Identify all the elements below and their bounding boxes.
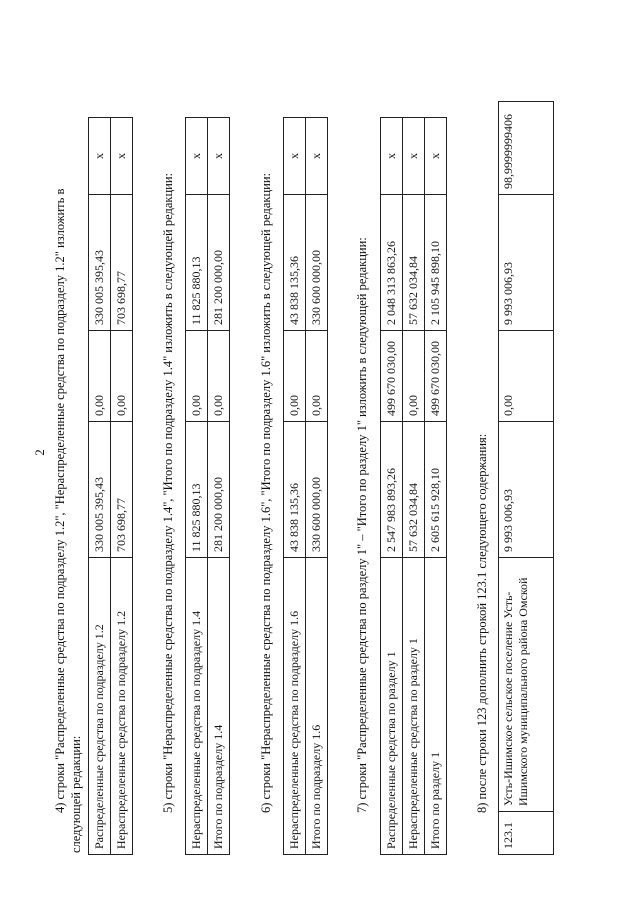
value-cell: 0,00 <box>89 331 111 422</box>
value-cell: x <box>425 118 447 195</box>
value-cell: 43 838 135,36 <box>284 195 306 331</box>
value-cell: 0,00 <box>403 331 425 422</box>
table-row <box>306 118 328 855</box>
value-cell: 0,00 <box>111 331 133 422</box>
item7-table <box>380 117 447 855</box>
item5-table <box>185 117 230 855</box>
value-cell: 330 600 000,00 <box>306 195 328 331</box>
row-name: Распределенные средства по подразделу 1.2 <box>89 558 111 855</box>
value-cell: 2 105 945 898,10 <box>425 195 447 331</box>
value-cell: 2 605 615 928,10 <box>425 422 447 558</box>
value-cell: 0,00 <box>284 331 306 422</box>
value-cell: 0,00 <box>499 331 554 422</box>
value-cell: 2 048 313 863,26 <box>381 195 403 331</box>
value-cell: x <box>381 118 403 195</box>
value-cell: 499 670 030,00 <box>425 331 447 422</box>
value-cell: 330 600 000,00 <box>306 422 328 558</box>
item4-intro-line1: 4) строки "Распределенные средства по подразделу 1.2", "Нераспределенные средства по подразделу 1.2" изложить в <box>53 188 67 813</box>
value-cell: 57 632 034,84 <box>403 195 425 331</box>
value-cell: 9 993 006,93 <box>499 195 554 331</box>
value-cell: x <box>186 118 208 195</box>
item6-intro: 6) строки "Нераспределенные средства по подразделу 1.6", "Итого по подразделу 1.6" изложить в следующей редакции: <box>259 172 273 813</box>
value-cell: 0,00 <box>186 331 208 422</box>
value-cell: x <box>89 118 111 195</box>
table-row <box>403 118 425 855</box>
table-row <box>89 118 111 855</box>
value-cell: 281 200 000,00 <box>208 195 230 331</box>
item4-intro-line2: следующей редакции: <box>69 735 83 853</box>
row-name: Нераспределенные средства по разделу 1 <box>403 558 425 855</box>
row-name: Итого по разделу 1 <box>425 558 447 855</box>
table-row <box>186 118 208 855</box>
item6-table <box>283 117 328 855</box>
value-cell: 9 993 006,93 <box>499 422 554 558</box>
value-cell: 703 698,77 <box>111 195 133 331</box>
value-cell: x <box>208 118 230 195</box>
item5-intro: 5) строки "Нераспределенные средства по подразделу 1.4", "Итого по подразделу 1.4" изложить в следующей редакции: <box>161 172 175 813</box>
value-cell: 330 005 395,43 <box>89 422 111 558</box>
table-row <box>111 118 133 855</box>
row-name: Нераспределенные средства по подразделу 1.4 <box>186 558 208 855</box>
table-row <box>425 118 447 855</box>
item8-table <box>498 101 554 855</box>
row-name: Итого по подразделу 1.4 <box>208 558 230 855</box>
row-name: Нераспределенные средства по подразделу 1.6 <box>284 558 306 855</box>
value-cell: 43 838 135,36 <box>284 422 306 558</box>
value-cell: 0,00 <box>208 331 230 422</box>
table-row <box>381 118 403 855</box>
value-cell: 11 825 880,13 <box>186 195 208 331</box>
value-cell: 703 698,77 <box>111 422 133 558</box>
value-cell: x <box>403 118 425 195</box>
item4-table <box>88 117 133 855</box>
value-cell: 281 200 000,00 <box>208 422 230 558</box>
row-name: Усть-Ишимское сельское поселение Усть-Ишимского муниципального района Омской <box>499 558 554 812</box>
table-row <box>499 102 554 855</box>
value-cell: 330 005 395,43 <box>89 195 111 331</box>
value-cell: 11 825 880,13 <box>186 422 208 558</box>
value-cell: 98,9999999406 <box>499 102 554 195</box>
value-cell: 499 670 030,00 <box>381 331 403 422</box>
value-cell: 2 547 983 893,26 <box>381 422 403 558</box>
page-number: 2 <box>32 449 47 456</box>
row-name: Распределенные средства по разделу 1 <box>381 558 403 855</box>
row-code: 123.1 <box>499 812 554 855</box>
value-cell: x <box>306 118 328 195</box>
row-name: Нераспределенные средства по подразделу 1.2 <box>111 558 133 855</box>
value-cell: 57 632 034,84 <box>403 422 425 558</box>
table-row <box>284 118 306 855</box>
value-cell: x <box>284 118 306 195</box>
value-cell: 0,00 <box>306 331 328 422</box>
table-row <box>208 118 230 855</box>
row-name: Итого по подразделу 1.6 <box>306 558 328 855</box>
item7-intro: 7) строки "Распределенные средства по разделу 1" – "Итого по разделу 1" изложить в следующей редакции: <box>355 237 369 813</box>
value-cell: x <box>111 118 133 195</box>
item8-intro: 8) после строки 123 дополнить строкой 123.1 следующего содержания: <box>475 433 489 813</box>
